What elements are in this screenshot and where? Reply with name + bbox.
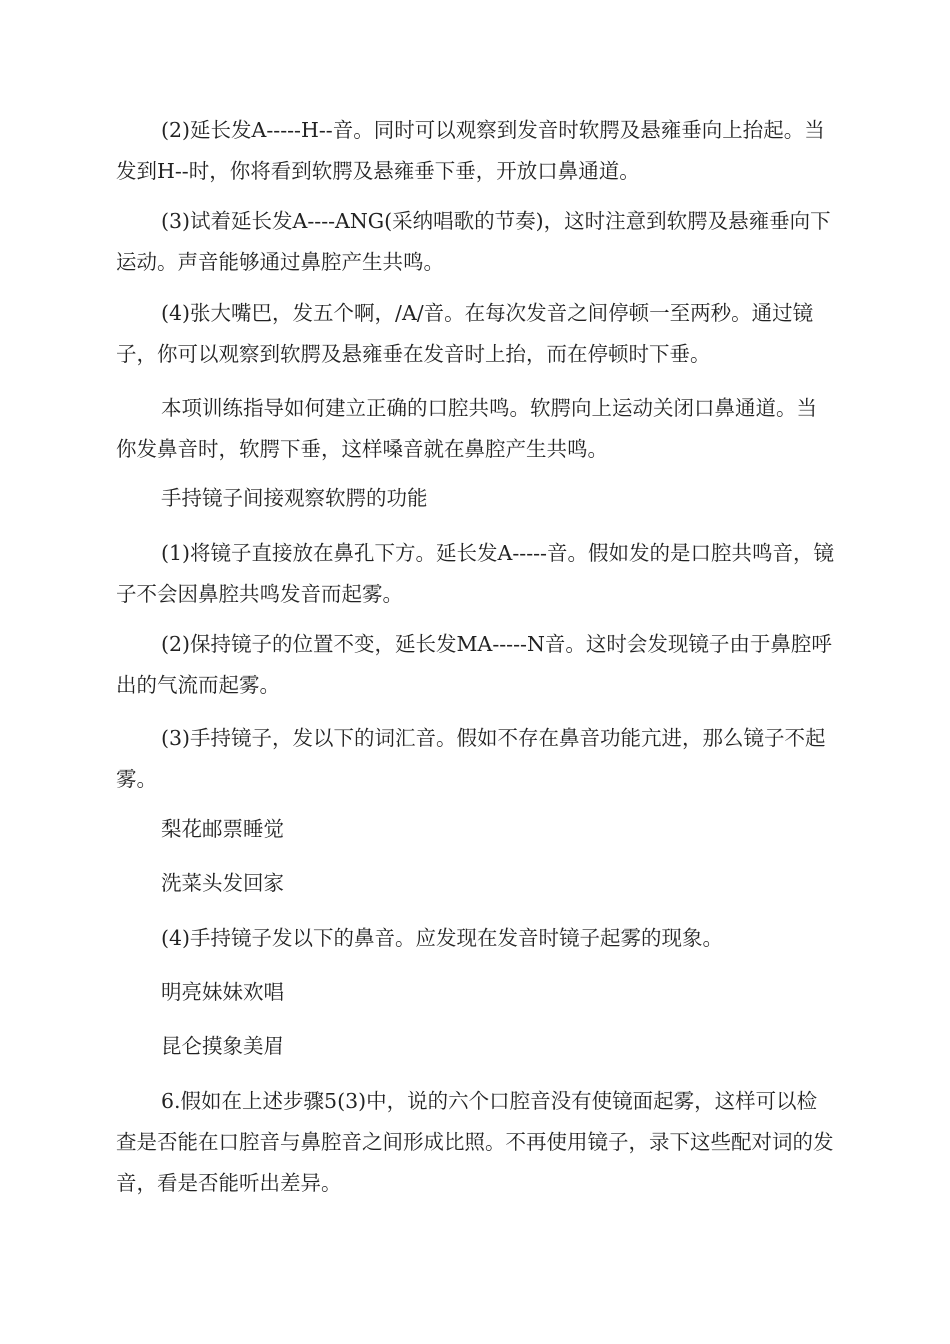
paragraph-mirror-step-2: (2)保持镜子的位置不变，延长发MA-----N音。这时会发现镜子由于鼻腔呼出的气流而起雾。: [116, 632, 832, 697]
section-heading-mirror: 手持镜子间接观察软腭的功能: [161, 486, 428, 510]
paragraph-mirror-step-1: (1)将镜子直接放在鼻孔下方。延长发A-----音。假如发的是口腔共鸣音，镜子不会因鼻腔共鸣发音而起雾。: [116, 541, 834, 606]
paragraph-mirror-step-4: (4)手持镜子发以下的鼻音。应发现在发音时镜子起雾的现象。: [161, 926, 724, 950]
word-list-oral-2: 洗菜头发回家: [161, 871, 284, 895]
paragraph-step-4-open-mouth: (4)张大嘴巴，发五个啊，/A/音。在每次发音之间停顿一至两秒。通过镜子，你可以观察到软腭及悬雍垂在发音时上抬，而在停顿时下垂。: [116, 301, 814, 366]
paragraph-step-3-a-ang: (3)试着延长发A----ANG(采纳唱歌的节奏)，这时注意到软腭及悬雍垂向下运动。声音能够通过鼻腔产生共鸣。: [116, 209, 831, 274]
paragraph-oral-resonance-guide: 本项训练指导如何建立正确的口腔共鸣。软腭向上运动关闭口鼻通道。当你发鼻音时，软腭下垂，这样嗓音就在鼻腔产生共鸣。: [116, 396, 817, 461]
word-list-nasal-1: 明亮妹妹欢唱: [161, 980, 284, 1004]
word-list-oral-1: 梨花邮票睡觉: [161, 817, 284, 841]
paragraph-step-2-a-h: (2)延长发A-----H--音。同时可以观察到发音时软腭及悬雍垂向上抬起。当发到H--时，你将看到软腭及悬雍垂下垂，开放口鼻通道。: [116, 118, 825, 183]
word-list-nasal-2: 昆仑摸象美眉: [161, 1034, 284, 1058]
paragraph-step-6: 6.假如在上述步骤5(3)中，说的六个口腔音没有使镜面起雾，这样可以检查是否能在口腔音与鼻腔音之间形成比照。不再使用镜子，录下这些配对词的发音，看是否能听出差异。: [116, 1089, 834, 1195]
paragraph-mirror-step-3: (3)手持镜子，发以下的词汇音。假如不存在鼻音功能亢进，那么镜子不起雾。: [116, 726, 826, 791]
